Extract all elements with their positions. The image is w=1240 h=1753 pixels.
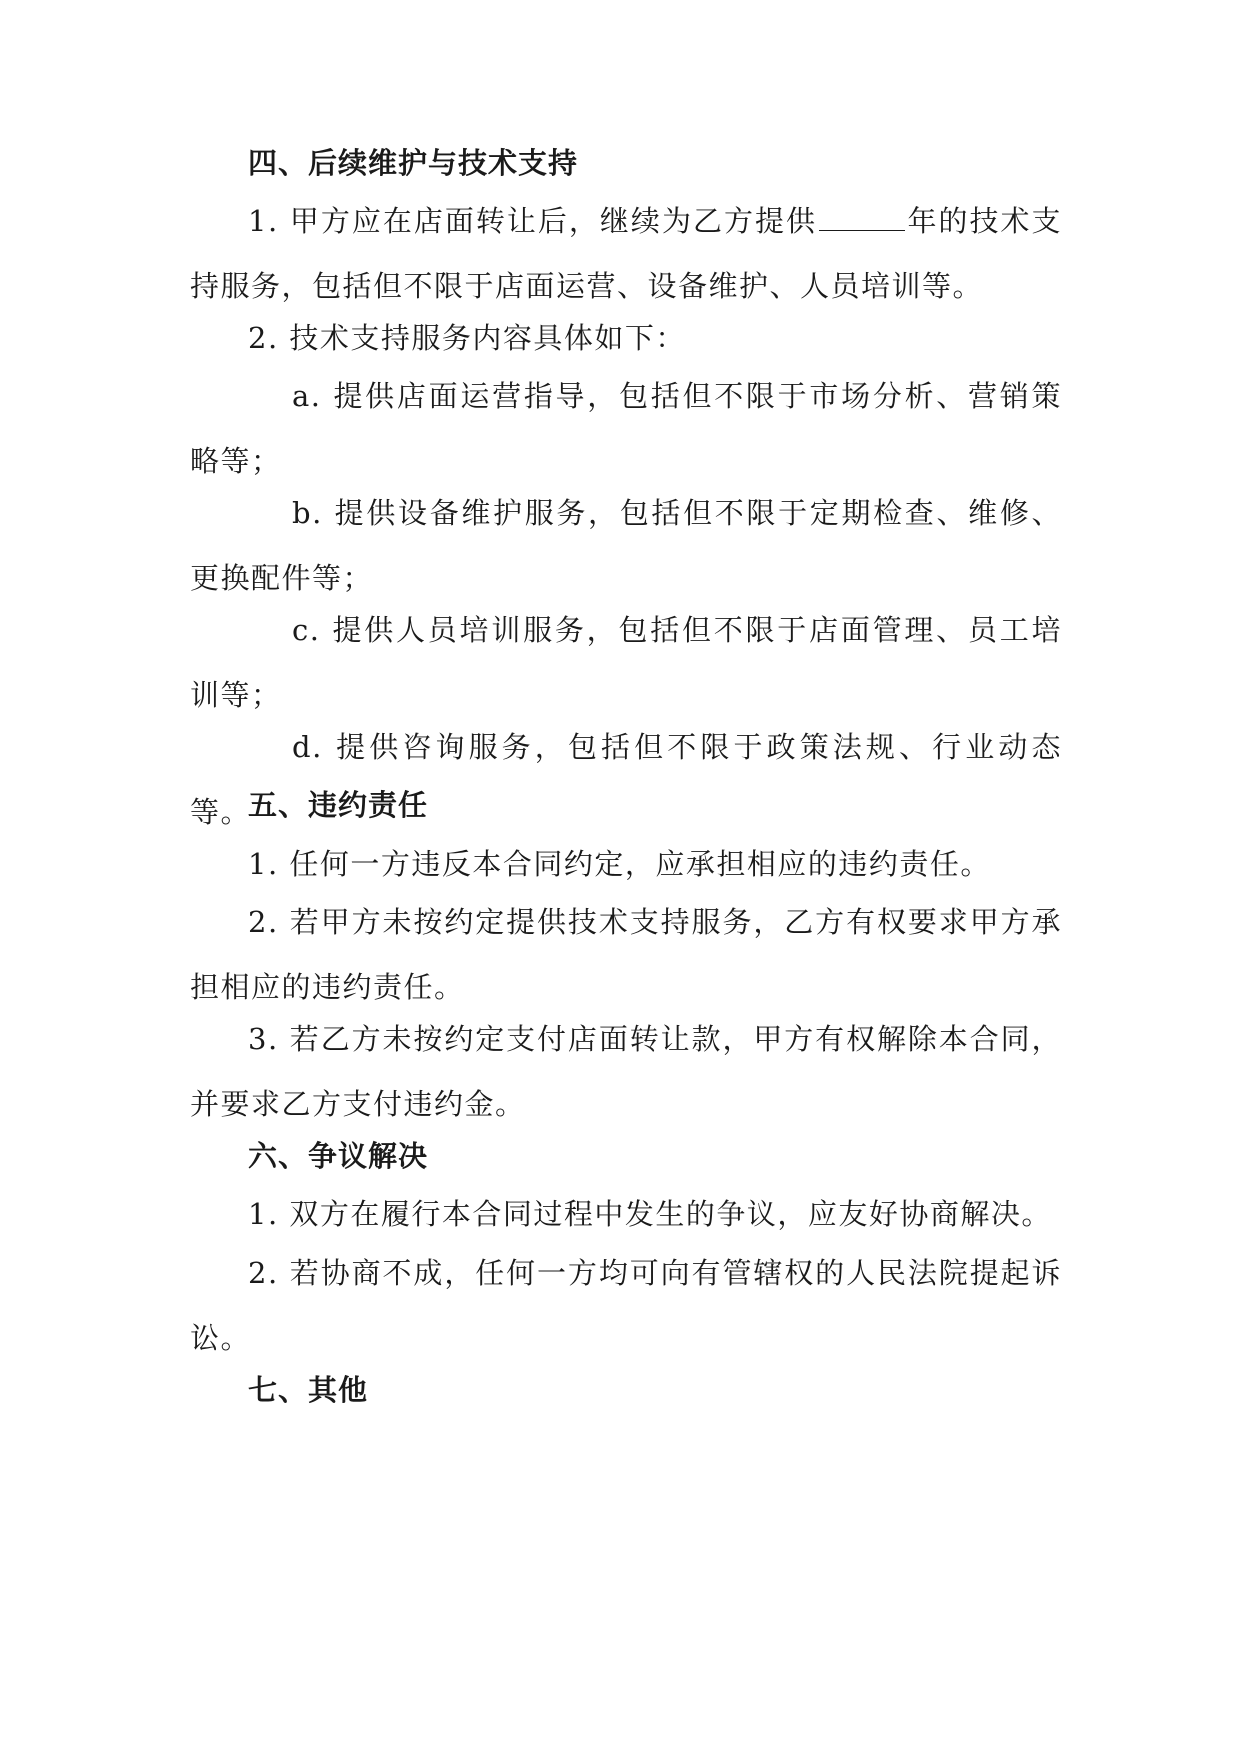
clause-6-2: 2. 若协商不成，任何一方均可向有管辖权的人民法院提起诉讼。	[190, 1256, 1062, 1355]
clause-5-1: 1. 任何一方违反本合同约定，应承担相应的违约责任。	[248, 847, 991, 881]
fill-in-blank[interactable]	[819, 204, 905, 231]
clause-4-1-text-before: 1. 甲方应在店面转让后，继续为乙方提供	[248, 204, 817, 238]
clause-4-2-c: c. 提供人员培训服务，包括但不限于店面管理、员工培训等；	[190, 613, 1062, 712]
section-heading-6: 六、争议解决	[248, 1139, 429, 1173]
section-heading-4: 四、后续维护与技术支持	[248, 146, 579, 180]
clause-4-2-a: a. 提供店面运营指导，包括但不限于市场分析、营销策略等；	[190, 379, 1062, 478]
clause-4-2: 2. 技术支持服务内容具体如下：	[248, 321, 686, 355]
clause-4-1-text-after: 年的技术支持服务，包括但不限于店面运营、设备维护、人员培训等。	[190, 204, 1062, 303]
clause-4-2-d: d. 提供咨询服务，包括但不限于政策法规、行业动态等。	[190, 730, 1062, 829]
clause-5-3: 3. 若乙方未按约定支付店面转让款，甲方有权解除本合同，并要求乙方支付违约金。	[190, 1022, 1062, 1121]
clause-6-1: 1. 双方在履行本合同过程中发生的争议，应友好协商解决。	[248, 1197, 1052, 1231]
section-heading-7: 七、其他	[248, 1373, 369, 1407]
section-heading-5: 五、违约责任	[248, 788, 429, 822]
clause-4-1	[190, 189, 1062, 319]
clause-4-2-b: b. 提供设备维护服务，包括但不限于定期检查、维修、更换配件等；	[190, 496, 1062, 595]
clause-5-2: 2. 若甲方未按约定提供技术支持服务，乙方有权要求甲方承担相应的违约责任。	[190, 905, 1062, 1004]
